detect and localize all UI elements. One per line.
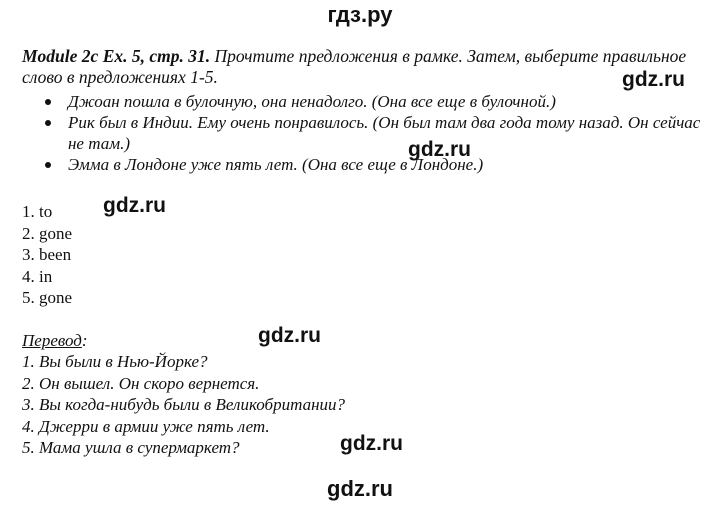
exercise-reference: Module 2c Ex. 5, стр. 31. (22, 46, 211, 66)
translation-item: 4. Джерри в армии уже пять лет. (22, 416, 270, 436)
watermark-footer: gdz.ru (327, 476, 393, 501)
watermark: gdz.ru (340, 432, 403, 455)
answer-item: 2. gone (22, 223, 73, 243)
bullet-icon (45, 99, 51, 105)
translation-item: 3. Вы когда-нибудь были в Великобритании? (22, 395, 346, 414)
translation-item: 5. Мама ушла в супермаркет? (22, 438, 240, 457)
bullet-list (22, 91, 702, 175)
exercise-heading (22, 46, 692, 88)
answer-item: 4. in (22, 266, 53, 286)
watermark: gdz.ru (103, 194, 166, 217)
watermark: gdz.ru (258, 324, 321, 347)
answer-item: 5. gone (22, 288, 73, 307)
translation-list (22, 351, 345, 459)
bullet-text: Эмма в Лондоне уже пять лет. (Она все еще в Лондоне.) (68, 155, 484, 174)
bullet-item (22, 154, 702, 175)
bullet-text: Джоан пошла в булочную, она ненадолго. (Она все еще в булочной.) (68, 92, 556, 111)
watermark-header: гдз.ру (327, 2, 393, 27)
answer-item: 1. to (22, 202, 53, 221)
bullet-icon (45, 120, 51, 126)
translation-item: 1. Вы были в Нью-Йорке? (22, 352, 208, 371)
watermark: gdz.ru (622, 68, 685, 91)
answer-list (22, 201, 72, 309)
answer-item: 3. been (22, 245, 72, 264)
bullet-text: Рик был в Индии. Ему очень понравилось. (Он был там два года тому назад. Он сейчас не там.) (68, 113, 701, 153)
translation-colon: : (81, 331, 88, 350)
bullet-item (22, 112, 702, 154)
exercise-instruction: Прочтите предложения в рамке. Затем, выберите правильное слово в предложениях 1-5. (22, 46, 687, 87)
watermark: gdz.ru (408, 138, 471, 161)
translation-item: 2. Он вышел. Он скоро вернется. (22, 373, 260, 393)
translation-title: Перевод (22, 331, 82, 350)
bullet-icon (45, 162, 51, 168)
bullet-item (22, 91, 702, 112)
translation-heading (22, 330, 88, 351)
